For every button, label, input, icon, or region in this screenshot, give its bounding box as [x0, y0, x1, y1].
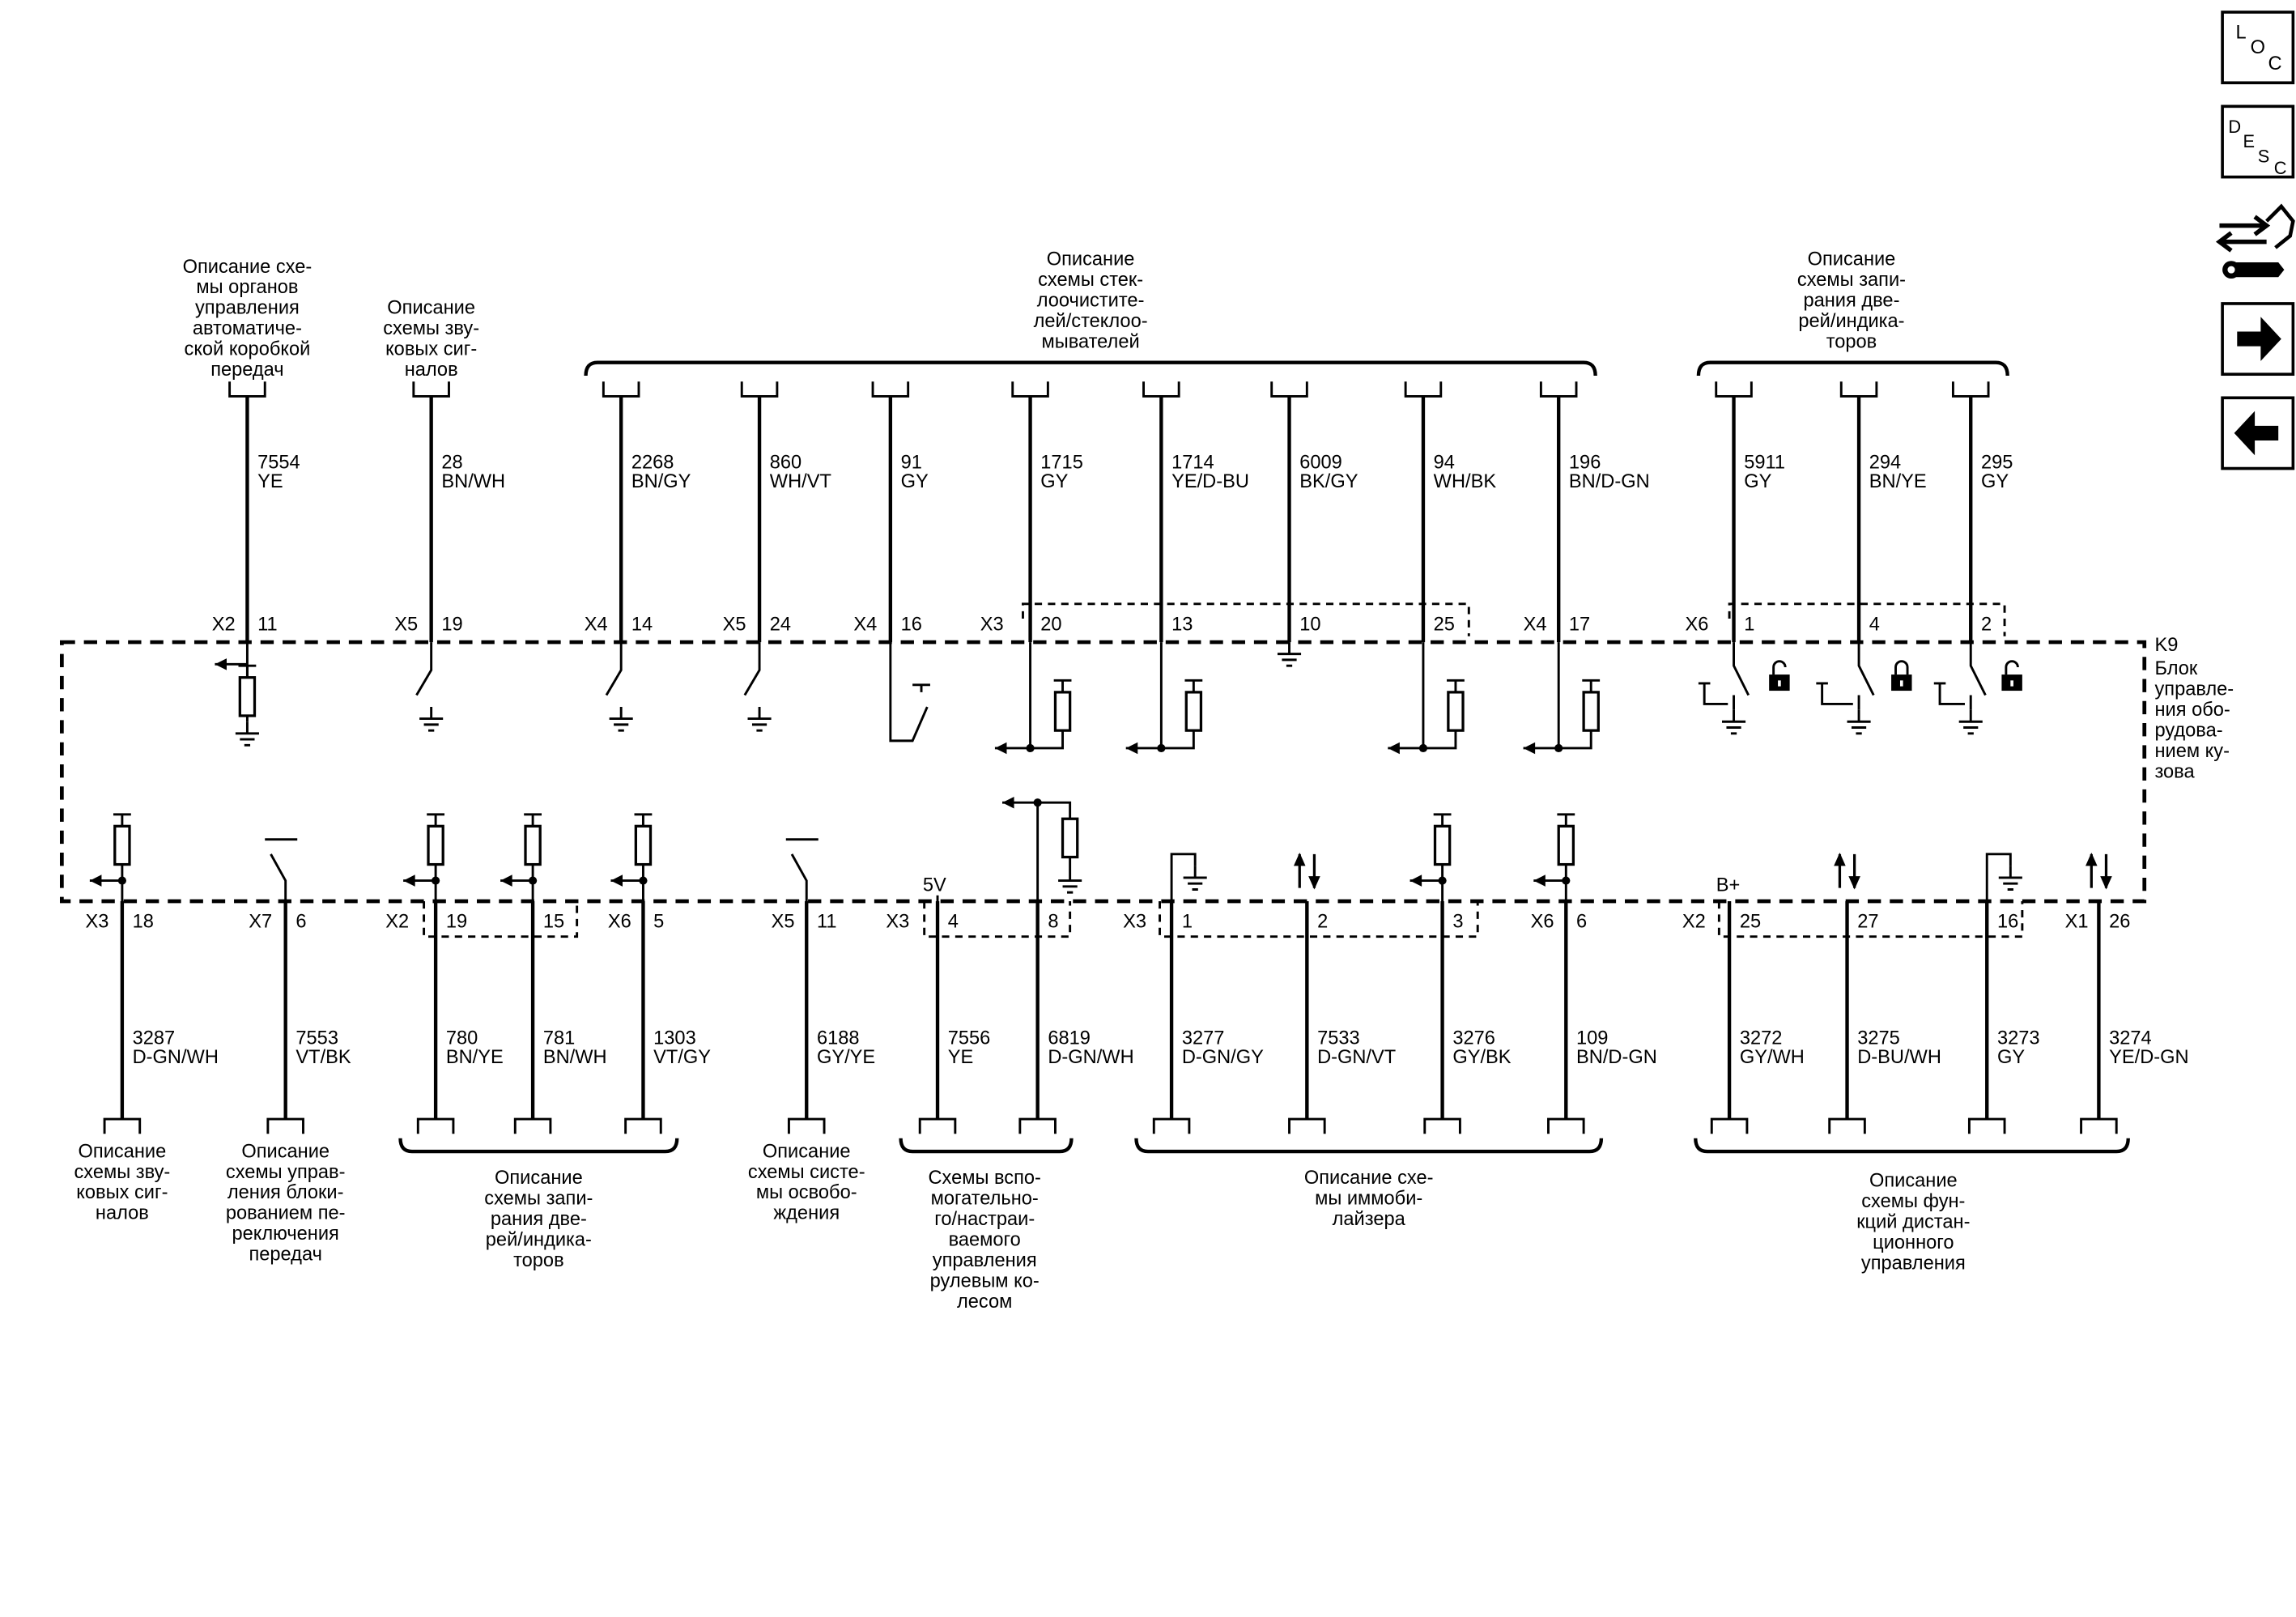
lock-keyhole: [1900, 680, 1903, 686]
group-line: мы иммоби-: [1315, 1188, 1423, 1210]
wire-color: GY: [1996, 1047, 2026, 1069]
group-line: схемы запи-: [484, 1188, 593, 1210]
circuit-number: 7556: [947, 1028, 991, 1049]
pin-number: 4: [1869, 614, 1880, 636]
top-group-text: [1034, 249, 1148, 353]
wire-color: BN/D-GN: [1576, 1047, 1657, 1069]
circuit-number: 6188: [816, 1028, 860, 1049]
circuit-number: 3276: [1452, 1028, 1495, 1049]
resistor-symbol: [1186, 692, 1201, 730]
wire-color: VT/GY: [653, 1047, 712, 1069]
desc-letter: D: [2228, 117, 2242, 138]
wire-color: GY/WH: [1739, 1047, 1805, 1069]
group-line: передач: [249, 1244, 322, 1266]
circuit-number: 2268: [631, 452, 674, 474]
group-line: налов: [404, 360, 458, 381]
circuit-number: 5911: [1744, 452, 1786, 474]
wire-color: BN/D-GN: [1568, 471, 1650, 493]
group-line: Описание: [1869, 1170, 1958, 1192]
group-line: ковых сиг-: [385, 338, 478, 360]
junction-dot: [529, 876, 537, 884]
group-line: схемы запи-: [1796, 270, 1907, 291]
pin-number: 27: [1857, 911, 1879, 933]
wire-color: GY: [900, 471, 929, 493]
group-line: мы освобо-: [755, 1182, 857, 1204]
circuit-number: 1303: [653, 1028, 696, 1049]
wire-color: GY/BK: [1452, 1047, 1512, 1069]
connector-id: X7: [249, 911, 273, 933]
pin-number: 14: [631, 614, 653, 636]
pin-number: 19: [441, 614, 463, 636]
group-line: ционного: [1873, 1232, 1954, 1254]
group-line: лайзера: [1332, 1208, 1405, 1230]
connector-id: X2: [211, 614, 236, 636]
wire-color: BN/GY: [631, 471, 691, 493]
pin-number: 13: [1171, 614, 1193, 636]
module-name-line: нием ку-: [2154, 740, 2230, 762]
module-name-line: зова: [2154, 761, 2195, 783]
group-line: схемы зву-: [383, 318, 480, 340]
resistor-symbol: [1435, 826, 1450, 864]
group-line: схемы стек-: [1038, 270, 1144, 291]
circuit-number: 781: [542, 1028, 576, 1049]
circuit-number: 109: [1576, 1028, 1609, 1049]
wire-color: BN/YE: [1869, 471, 1927, 493]
group-line: передач: [210, 360, 284, 381]
junction-dot: [1562, 876, 1570, 884]
wire-color: D-GN/WH: [132, 1047, 219, 1069]
circuit-number: 1715: [1040, 452, 1083, 474]
pin-number: 15: [542, 911, 565, 933]
pin-number: 3: [1452, 911, 1464, 933]
connector-id: X5: [394, 614, 419, 636]
pin-number: 18: [132, 911, 154, 933]
resistor-symbol: [525, 826, 540, 864]
group-line: ской коробкой: [184, 338, 311, 360]
pin-number: 5: [653, 911, 665, 933]
resistor-symbol: [115, 826, 130, 864]
wire-color: VT/BK: [296, 1047, 351, 1069]
module-id: K9: [2154, 634, 2179, 656]
wire-color: YE: [947, 1047, 974, 1069]
group-line: Описание: [78, 1141, 167, 1163]
group-line: торов: [1826, 331, 1877, 353]
resistor-symbol: [1063, 819, 1078, 857]
group-line: мывателей: [1041, 331, 1140, 353]
pin-number: 25: [1433, 614, 1455, 636]
wire-color: BN/WH: [542, 1047, 607, 1069]
group-line: управления: [194, 297, 300, 319]
resistor-symbol: [428, 826, 443, 864]
module-name-line: управле-: [2154, 679, 2234, 700]
junction-dot: [432, 876, 440, 884]
circuit-number: 7553: [296, 1028, 338, 1049]
loc-letter: L: [2235, 22, 2247, 44]
wire-color: D-GN/WH: [1048, 1047, 1134, 1069]
circuit-number: 860: [769, 452, 802, 474]
bottom-group-text: [1856, 1171, 1970, 1274]
group-line: Описание: [1807, 249, 1896, 270]
next-page-button[interactable]: [2222, 304, 2293, 374]
pin-number: 16: [900, 614, 922, 636]
voltage-5v-label: 5V: [922, 874, 946, 896]
circuit-number: 3287: [132, 1028, 176, 1049]
module-name-line: ния обо-: [2154, 699, 2230, 721]
wire-color: WH/BK: [1433, 471, 1497, 493]
group-line: Описание: [1046, 249, 1135, 270]
circuit-number: 3272: [1739, 1028, 1783, 1049]
group-line: схемы управ-: [225, 1161, 346, 1183]
desc-letter: C: [2273, 157, 2287, 178]
pin-number: 6: [296, 911, 307, 933]
group-line: реключения: [232, 1223, 339, 1245]
resistor-symbol: [240, 678, 254, 716]
wire-color: GY: [1040, 471, 1069, 493]
connector-id: X3: [1123, 911, 1147, 933]
pin-number: 4: [947, 911, 959, 933]
group-line: Описание: [387, 297, 476, 319]
desc-letter: E: [2243, 131, 2256, 152]
circuit-number: 6819: [1048, 1028, 1091, 1049]
pin-number: 25: [1739, 911, 1762, 933]
pin-number: 11: [257, 614, 278, 636]
wire-color: BN/WH: [441, 471, 506, 493]
group-line: го/настраи-: [934, 1208, 1035, 1230]
group-line: лесом: [957, 1291, 1013, 1313]
wire-color: GY: [1980, 471, 2009, 493]
resistor-symbol: [1448, 692, 1463, 730]
desc-button[interactable]: [2222, 106, 2293, 178]
circuit-number: 3277: [1181, 1028, 1225, 1049]
group-line: ждения: [773, 1202, 840, 1224]
circuit-number: 28: [441, 452, 463, 474]
group-line: рания две-: [1803, 290, 1900, 312]
wire-color: BN/YE: [445, 1047, 504, 1069]
pin-number: 24: [769, 614, 792, 636]
pin-number: 26: [2109, 911, 2131, 933]
pin-number: 16: [1996, 911, 2019, 933]
pin-number: 2: [1317, 911, 1329, 933]
group-line: мы органов: [196, 277, 299, 299]
module-name-line: рудова-: [2154, 720, 2223, 742]
prev-page-button[interactable]: [2222, 398, 2293, 468]
group-line: управления: [932, 1249, 1037, 1271]
group-line: Описание: [762, 1141, 851, 1163]
group-line: схемы зву-: [74, 1161, 171, 1183]
circuit-number: 294: [1869, 452, 1902, 474]
battery-plus-label: B+: [1716, 874, 1741, 896]
connector-id: X1: [2064, 911, 2089, 933]
junction-dot: [639, 876, 647, 884]
connector-id: X2: [385, 911, 410, 933]
connector-id: X3: [886, 911, 910, 933]
connector-id: X2: [1682, 911, 1706, 933]
group-line: торов: [513, 1249, 564, 1271]
circuit-number: 295: [1980, 452, 2013, 474]
junction-dot: [118, 876, 126, 884]
desc-letter: S: [2257, 146, 2270, 167]
wire-color: YE: [257, 471, 283, 493]
group-line: Описание схе-: [182, 256, 313, 278]
group-line: налов: [95, 1202, 149, 1224]
connector-id: X4: [584, 614, 608, 636]
group-line: кций дистан-: [1856, 1211, 1971, 1233]
group-line: рей/индика-: [1798, 311, 1905, 333]
loc-button[interactable]: [2222, 12, 2293, 83]
connector-id: X5: [771, 911, 795, 933]
group-line: Схемы вспо-: [928, 1168, 1041, 1189]
wire-color: YE/D-GN: [2109, 1047, 2189, 1069]
connector-id: X5: [722, 614, 746, 636]
module-name-line: Блок: [2154, 658, 2198, 680]
circuit-number: 7554: [257, 452, 300, 474]
group-line: рей/индика-: [485, 1229, 592, 1251]
group-line: рания две-: [490, 1208, 587, 1230]
group-line: Описание: [241, 1141, 330, 1163]
group-line: рованием пе-: [225, 1202, 346, 1224]
circuit-number: 6009: [1299, 452, 1342, 474]
pin-number: 20: [1040, 614, 1062, 636]
circuit-number: 1714: [1171, 452, 1214, 474]
junction-dot: [1438, 876, 1446, 884]
group-line: схемы фун-: [1861, 1191, 1966, 1213]
pin-number: 8: [1048, 911, 1059, 933]
wire-color: D-BU/WH: [1857, 1047, 1941, 1069]
wire-color: WH/VT: [769, 471, 831, 493]
pin-number: 1: [1181, 911, 1193, 933]
pin-number: 6: [1576, 911, 1588, 933]
circuit-number: 3273: [1996, 1028, 2040, 1049]
pin-number: 2: [1980, 614, 1992, 636]
circuit-number: 94: [1433, 452, 1455, 474]
connector-id: X3: [85, 911, 109, 933]
group-line: управления: [1860, 1253, 1966, 1274]
group-line: лоочистите-: [1036, 290, 1145, 312]
lock-keyhole: [2010, 680, 2013, 686]
group-line: ления блоки-: [227, 1182, 344, 1204]
group-line: ваемого: [948, 1229, 1021, 1251]
wire-color: GY/YE: [816, 1047, 876, 1069]
wire-color: BK/GY: [1299, 471, 1358, 493]
resistor-symbol: [1055, 692, 1069, 730]
connector-id: X4: [853, 614, 878, 636]
group-line: Описание: [495, 1168, 583, 1189]
pin-number: 11: [816, 911, 837, 933]
circuit-number: 7533: [1317, 1028, 1360, 1049]
connector-id: X3: [980, 614, 1004, 636]
connector-id: X6: [607, 911, 631, 933]
circuit-number: 780: [445, 1028, 478, 1049]
pin-number: 17: [1568, 614, 1591, 636]
resistor-symbol: [1558, 826, 1573, 864]
circuit-number: 196: [1568, 452, 1601, 474]
wire-color: D-GN/GY: [1181, 1047, 1264, 1069]
connector-id: X6: [1530, 911, 1554, 933]
connector-id: X6: [1685, 614, 1709, 636]
lock-keyhole: [1778, 680, 1781, 686]
pin-number: 19: [445, 911, 468, 933]
group-line: рулевым ко-: [929, 1270, 1040, 1292]
loc-letter: O: [2250, 36, 2266, 58]
group-line: автоматиче-: [192, 318, 302, 340]
group-line: схемы систе-: [747, 1161, 865, 1183]
wire-color: YE/D-BU: [1171, 471, 1249, 493]
pin-number: 1: [1744, 614, 1755, 636]
resistor-symbol: [1584, 692, 1598, 730]
loc-letter: C: [2268, 53, 2282, 74]
circuit-number: 91: [900, 452, 922, 474]
group-line: могательно-: [930, 1188, 1039, 1210]
pin-number: 10: [1299, 614, 1321, 636]
resistor-symbol: [636, 826, 650, 864]
wire-color: D-GN/VT: [1317, 1047, 1397, 1069]
group-line: лей/стеклоо-: [1033, 311, 1148, 333]
connector-id: X4: [1523, 614, 1547, 636]
wire-color: GY: [1744, 471, 1772, 493]
group-line: Описание схе-: [1303, 1168, 1434, 1189]
circuit-number: 3274: [2109, 1028, 2152, 1049]
circuit-number: 3275: [1857, 1028, 1900, 1049]
group-line: ковых сиг-: [76, 1182, 168, 1204]
